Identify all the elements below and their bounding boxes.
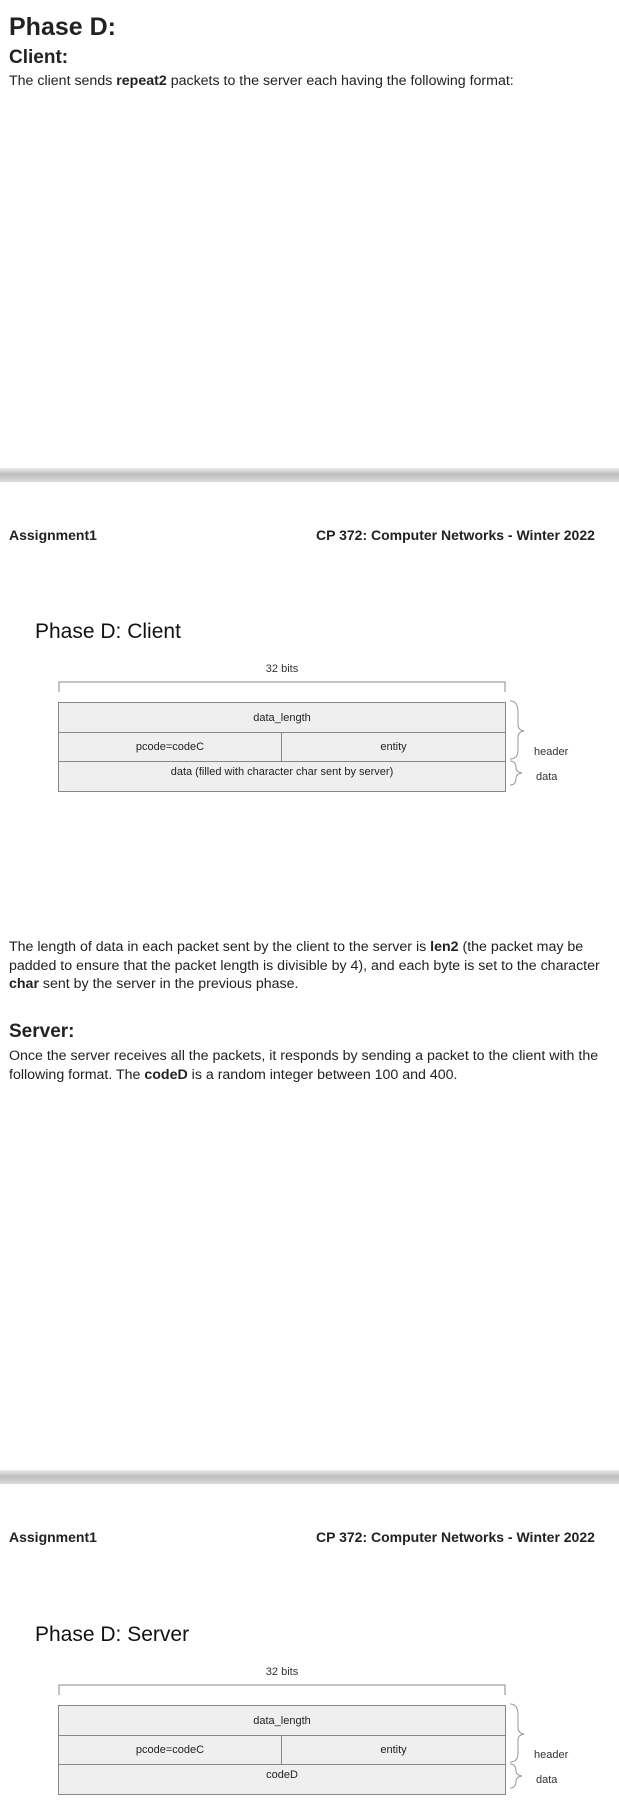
slide-title: Phase D: Server xyxy=(35,1623,190,1646)
width-bracket xyxy=(58,1682,506,1696)
row-pcode-entity xyxy=(59,1736,505,1765)
slide-title: Phase D: Client xyxy=(35,620,181,643)
client-heading: Client: xyxy=(9,47,69,68)
packet-diagram-server xyxy=(58,1666,506,1696)
row-data: data (filled with character char sent by server) xyxy=(170,766,394,778)
packet-diagram-client xyxy=(58,663,506,693)
client-description: The length of data in each packet sent by the client to the server is len2 (the packet may be padded to ensure that the packet length is divisible by 4), and each byte is set to the character char sent by the server in the previous phase. xyxy=(9,939,600,993)
width-bracket xyxy=(58,679,506,693)
page-header-left: Assignment1 xyxy=(9,527,97,543)
server-description: Once the server receives all the packets, it responds by sending a packet to the client with the following format. The codeD is a random integer between 100 and 400. xyxy=(9,1048,599,1083)
brace-label-data: data xyxy=(536,771,558,783)
cell-entity: entity xyxy=(380,741,407,753)
row-codeD: codeD xyxy=(266,1769,298,1781)
row-data-length: data_length xyxy=(59,1706,505,1736)
page-divider xyxy=(0,468,619,482)
cell-pcode: pcode=codeC xyxy=(59,733,282,761)
section-title: Phase D: xyxy=(9,13,116,41)
server-heading: Server: xyxy=(9,1021,75,1042)
brace-label-header: header xyxy=(534,746,569,758)
page-header-right: CP 372: Computer Networks - Winter 2022 xyxy=(316,527,595,543)
page-header-left: Assignment1 xyxy=(9,1529,97,1545)
bits-label: 32 bits xyxy=(265,663,299,675)
page-header-right: CP 372: Computer Networks - Winter 2022 xyxy=(316,1529,595,1545)
brace-icon xyxy=(508,1703,528,1797)
bits-label: 32 bits xyxy=(265,1666,299,1678)
packet-server xyxy=(58,1705,506,1795)
row-pcode-entity xyxy=(59,733,505,762)
row-data-length: data_length xyxy=(59,703,505,733)
packet-client xyxy=(58,702,506,792)
brace-icon xyxy=(508,700,528,794)
brace-label-header: header xyxy=(534,1749,569,1761)
page-divider xyxy=(0,1470,619,1484)
brace-label-data: data xyxy=(536,1774,558,1786)
client-intro-text: The client sends repeat2 packets to the server each having the following format: xyxy=(9,73,514,89)
cell-entity: entity xyxy=(380,1744,407,1756)
cell-pcode: pcode=codeC xyxy=(59,1736,282,1764)
